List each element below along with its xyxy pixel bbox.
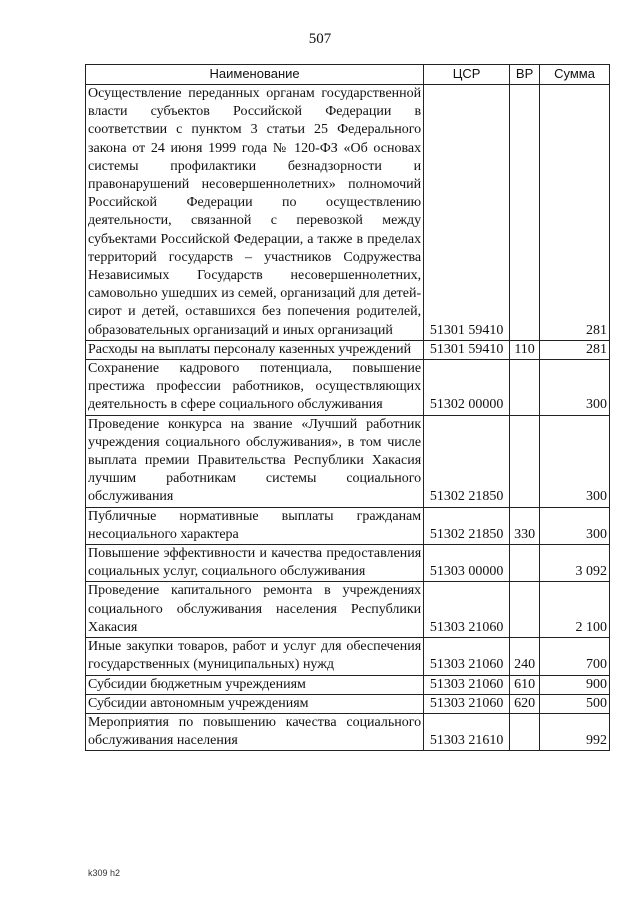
row-sum: 3 092 (540, 545, 610, 582)
row-vr: 240 (510, 638, 540, 675)
header-vr: ВР (510, 65, 540, 85)
row-name: Повышение эффективности и качества предоставления социальных услуг, социального обслуживания (86, 545, 424, 582)
row-vr: 620 (510, 694, 540, 713)
row-sum: 300 (540, 507, 610, 544)
row-name: Субсидии автономным учреждениям (86, 694, 424, 713)
row-csr: 51303 21060 (424, 638, 510, 675)
row-csr: 51303 21060 (424, 694, 510, 713)
header-name: Наименование (86, 65, 424, 85)
row-sum: 700 (540, 638, 610, 675)
row-name: Публичные нормативные выплаты гражданам несоциального характера (86, 507, 424, 544)
row-name: Проведение капитального ремонта в учреждениях социального обслуживания населения Республики Хакасия (86, 582, 424, 638)
row-csr: 51302 21850 (424, 415, 510, 507)
row-name: Осуществление переданных органам государственной власти субъектов Российской Федерации в соответствии с пунктом 3 статьи 25 Федерального закона от 24 июня 1999 года № 120-ФЗ «Об основах системы профилактики безнадзорности и правонарушений несовершеннолетних» полномочий Российской Федерации по осуществлению деятельности, связанной с перевозкой между субъектами Российской Федерации, а также в пределах территорий государств – участников Содружества Независимых Государств несовершеннолетних, самовольно ушедших из семей, организаций для детей-сирот и детей, оставшихся без попечения родителей, образовательных организаций и иных организаций (86, 85, 424, 341)
table-row (86, 507, 610, 544)
row-name: Проведение конкурса на звание «Лучший работник учреждения социального обслуживания», в том числе выплата премии Правительства Республики Хакасия лучшим работникам системы социального обслуживания (86, 415, 424, 507)
row-csr: 51303 21060 (424, 675, 510, 694)
row-vr (510, 713, 540, 750)
table-row (86, 638, 610, 675)
table-row (86, 713, 610, 750)
row-name: Мероприятия по повышению качества социального обслуживания населения (86, 713, 424, 750)
row-vr (510, 360, 540, 416)
row-vr (510, 415, 540, 507)
row-csr: 51303 21060 (424, 582, 510, 638)
table-row (86, 360, 610, 416)
row-csr: 51303 21610 (424, 713, 510, 750)
row-vr (510, 85, 540, 341)
table-row (86, 675, 610, 694)
table-row (86, 415, 610, 507)
row-csr: 51301 59410 (424, 340, 510, 359)
table-row (86, 694, 610, 713)
footer-code: k309 h2 (88, 868, 121, 878)
table-row (86, 582, 610, 638)
row-name: Субсидии бюджетным учреждениям (86, 675, 424, 694)
row-csr: 51301 59410 (424, 85, 510, 341)
page-number: 507 (308, 31, 332, 47)
row-sum: 900 (540, 675, 610, 694)
row-name: Иные закупки товаров, работ и услуг для обеспечения государственных (муниципальных) нужд (86, 638, 424, 675)
header-sum: Сумма (540, 65, 610, 85)
row-vr: 610 (510, 675, 540, 694)
row-csr: 51302 00000 (424, 360, 510, 416)
row-vr (510, 545, 540, 582)
row-vr: 330 (510, 507, 540, 544)
table-row (86, 340, 610, 359)
row-name: Расходы на выплаты персоналу казенных учреждений (86, 340, 424, 359)
row-sum: 2 100 (540, 582, 610, 638)
budget-table (85, 64, 610, 751)
row-vr: 110 (510, 340, 540, 359)
row-sum: 281 (540, 340, 610, 359)
row-csr: 51303 00000 (424, 545, 510, 582)
table-row (86, 545, 610, 582)
row-sum: 281 (540, 85, 610, 341)
row-sum: 300 (540, 360, 610, 416)
row-sum: 500 (540, 694, 610, 713)
header-csr: ЦСР (424, 65, 510, 85)
row-vr (510, 582, 540, 638)
table-header-row (86, 65, 610, 85)
row-sum: 300 (540, 415, 610, 507)
row-csr: 51302 21850 (424, 507, 510, 544)
row-sum: 992 (540, 713, 610, 750)
table-row (86, 85, 610, 341)
row-name: Сохранение кадрового потенциала, повышение престижа профессии работников, осуществляющих деятельность в сфере социального обслуживания (86, 360, 424, 416)
